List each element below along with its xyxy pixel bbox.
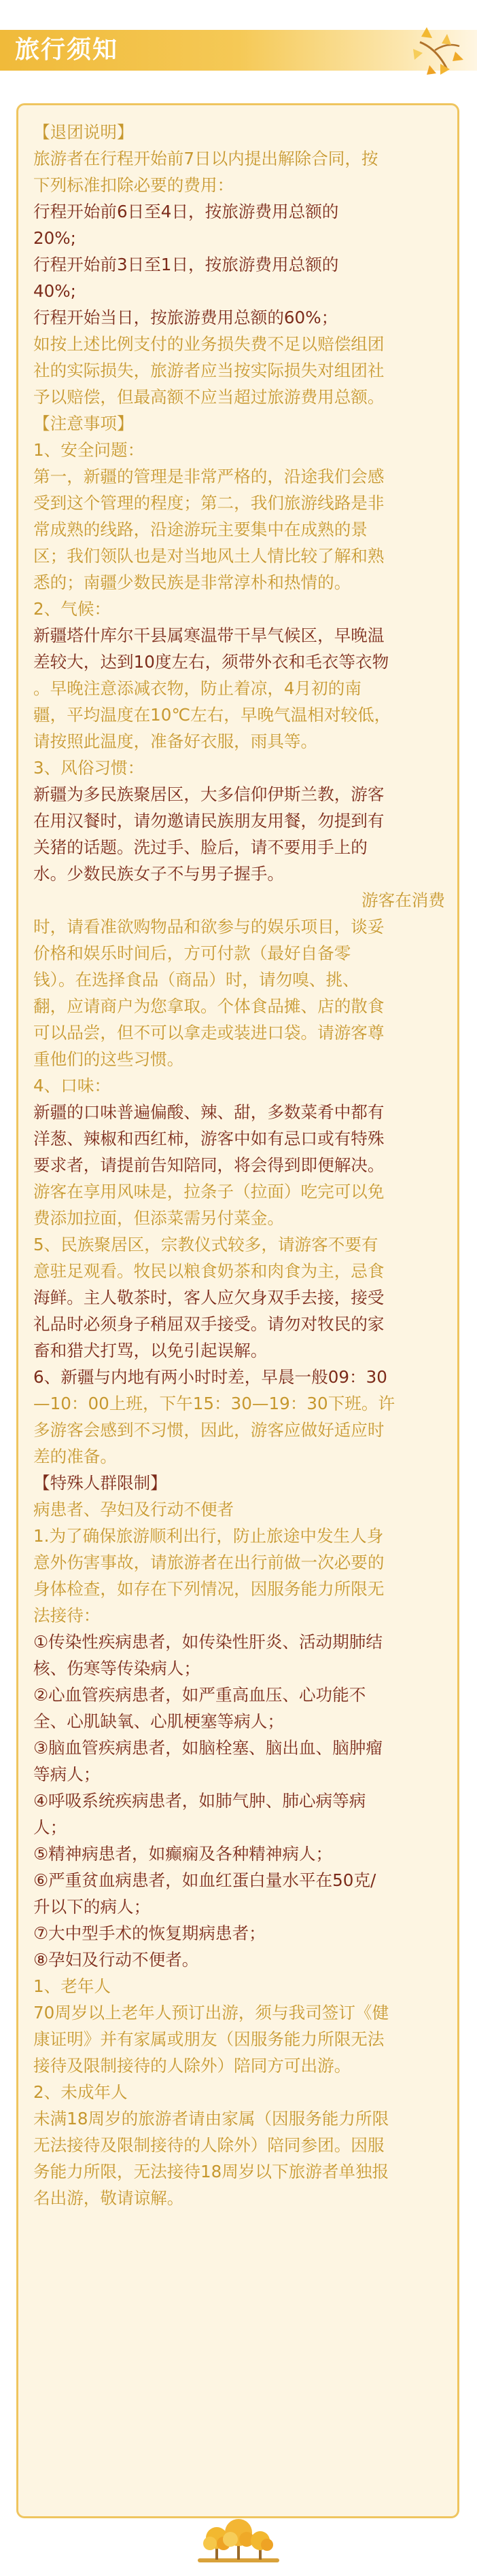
notice-line: 未满18周岁的旅游者请由家属（因服务能力所限 <box>33 2109 389 2128</box>
notice-line: 在用汉餐时，请勿邀请民族朋友用餐，勿提到有 <box>33 811 385 831</box>
notice-line: ⑤精神病患者，如癫痫及各种精神病人； <box>33 1844 333 1864</box>
notice-line: 等病人； <box>33 1764 101 1784</box>
notice-line: ④呼吸系统疾病患者，如肺气肿、肺心病等病 <box>33 1791 366 1811</box>
ginkgo-branch-icon <box>406 22 469 84</box>
notice-line: 40%; <box>33 281 76 301</box>
notice-line: 重他们的这些习惯。 <box>33 1049 184 1069</box>
ginkgo-trees-icon <box>198 2514 279 2565</box>
notice-line: 【特殊人群限制】 <box>33 1473 167 1493</box>
notice-line: 畜和猎犬打骂，以免引起误解。 <box>33 1341 268 1360</box>
notice-line: 意驻足观看。牧民以粮食奶茶和肉食为主，忌食 <box>33 1261 385 1281</box>
notice-line: ⑧孕妇及行动不便者。 <box>33 1950 199 1970</box>
notice-line: 。早晚注意添减衣物，防止着凉，4月初的南 <box>33 678 361 698</box>
notice-line: 游客在消费 <box>361 890 445 910</box>
notice-line: 新疆的口味普遍偏酸、辣、甜，多数菜肴中都有 <box>33 1102 385 1122</box>
notice-line: 受到这个管理的程度；第二，我们旅游线路是非 <box>33 493 385 513</box>
notice-line: 2、未成年人 <box>33 2082 128 2102</box>
notice-line: 【退团说明】 <box>33 122 134 142</box>
notice-line: 费添加拉面，但添菜需另付菜金。 <box>33 1208 284 1228</box>
notice-line: 20%; <box>33 228 76 248</box>
notice-line: 核、伤寒等传染病人； <box>33 1658 200 1678</box>
notice-line: 海鲜。主人敬茶时，客人应欠身双手去接，接受 <box>33 1288 385 1307</box>
notice-line: 无法接待及限制接待的人除外）陪同参团。因服 <box>33 2135 385 2155</box>
notice-line: 行程开始前6日至4日，按旅游费用总额的 <box>33 202 339 221</box>
notice-line: 请按照此温度，准备好衣服，雨具等。 <box>33 731 318 751</box>
notice-line: 礼品时必须身子稍屈双手接受。请勿对牧民的家 <box>33 1314 385 1334</box>
notice-line: ②心血管疾病患者，如严重高血压、心功能不 <box>33 1685 366 1705</box>
notice-line: 常成熟的线路，沿途游玩主要集中在成熟的景 <box>33 520 368 539</box>
notice-line: 4、口味： <box>33 1076 111 1095</box>
notice-line: 游客在享用风味是，拉条子（拉面）吃完可以免 <box>33 1182 385 1201</box>
notice-line: 多游客会感到不习惯，因此，游客应做好适应时 <box>33 1420 385 1440</box>
notice-line: 翻，应请商户为您拿取。个体食品摊、店的散食 <box>33 996 385 1016</box>
notice-line: 社的实际损失，旅游者应当按实际损失对组团社 <box>33 361 385 380</box>
notice-line: ①传染性疾病患者，如传染性肝炎、活动期肺结 <box>33 1632 383 1652</box>
notice-line: 1、老年人 <box>33 1976 111 1996</box>
page-title: 旅行须知 <box>15 36 119 64</box>
notice-line: 差的准备。 <box>33 1447 117 1466</box>
notice-line: 名出游，敬请谅解。 <box>33 2188 184 2208</box>
notice-line: 洋葱、辣椒和西红柿，游客中如有忌口或有特殊 <box>33 1129 385 1148</box>
notice-line: 予以赔偿，但最高额不应当超过旅游费用总额。 <box>33 387 385 407</box>
notice-line: 行程开始前3日至1日，按旅游费用总额的 <box>33 255 339 274</box>
notice-line: 价格和娱乐时间后，方可付款（最好自备零 <box>33 943 351 963</box>
notice-line: 可以品尝，但不可以拿走或装进口袋。请游客尊 <box>33 1023 385 1042</box>
page-header <box>0 0 477 102</box>
notice-line: 下列标准扣除必要的费用： <box>33 175 234 195</box>
notice-line: ③脑血管疾病患者，如脑栓塞、脑出血、脑肿瘤 <box>33 1738 383 1758</box>
notice-line: 升以下的病人； <box>33 1897 151 1917</box>
notice-line: 3、风俗习惯： <box>33 758 145 778</box>
notice-line: —10：00上班，下午15：30—19：30下班。许 <box>33 1394 395 1413</box>
notice-line: ⑥严重贫血病患者，如血红蛋白量水平在50克/ <box>33 1870 376 1890</box>
notice-line: 意外伤害事故，请旅游者在出行前做一次必要的 <box>33 1553 385 1572</box>
notice-line: 要求者，请提前告知陪同，将会得到即便解决。 <box>33 1155 385 1175</box>
notice-line: 全、心肌缺氧、心肌梗塞等病人； <box>33 1711 284 1731</box>
title-bar <box>0 30 477 71</box>
notice-line: 悉的；南疆少数民族是非常淳朴和热情的。 <box>33 573 351 592</box>
notice-line: 关猪的话题。洗过手、脸后，请不要用手上的 <box>33 837 368 857</box>
notice-line: 2、气候： <box>33 599 111 619</box>
notice-line: 接待及限制接待的人除外）陪同方可出游。 <box>33 2056 351 2075</box>
notice-panel <box>16 103 459 2518</box>
notice-line: 新疆塔什库尔干县属寒温带干旱气候区，早晚温 <box>33 625 385 645</box>
notice-line: 疆，平均温度在10℃左右，早晚气温相对较低， <box>33 705 391 725</box>
notice-line: 身体检查，如存在下列情况，因服务能力所限无 <box>33 1579 385 1599</box>
notice-line: 水。少数民族女子不与男子握手。 <box>33 864 284 884</box>
notice-line: 法接待： <box>33 1606 101 1625</box>
notice-line: 旅游者在行程开始前7日以内提出解除合同，按 <box>33 149 378 168</box>
notice-content <box>33 119 445 2211</box>
notice-line: 病患者、孕妇及行动不便者 <box>33 1500 234 1519</box>
notice-line: 康证明》并有家属或朋友（因服务能力所限无法 <box>33 2029 385 2049</box>
notice-line: 人； <box>33 1817 67 1837</box>
notice-line: 时，请看准欲购物品和欲参与的娱乐项目，谈妥 <box>33 917 385 937</box>
notice-line: 70周岁以上老年人预订出游，须与我司签订《健 <box>33 2003 389 2022</box>
notice-line: 区；我们领队也是对当地风土人情比较了解和熟 <box>33 546 385 566</box>
notice-line: 【注意事项】 <box>33 414 134 433</box>
notice-line: 钱）。在选择食品（商品）时，请勿嗅、挑、 <box>33 970 359 990</box>
notice-line: 行程开始当日，按旅游费用总额的60%； <box>33 308 338 327</box>
notice-line: 5、民族聚居区，宗教仪式较多，请游客不要有 <box>33 1235 378 1254</box>
notice-line: 1、安全问题： <box>33 440 145 460</box>
notice-line: 差较大，达到10度左右，须带外衣和毛衣等衣物 <box>33 652 389 672</box>
notice-line: 第一，新疆的管理是非常严格的，沿途我们会感 <box>33 467 385 486</box>
notice-line: ⑦大中型手术的恢复期病患者； <box>33 1923 266 1943</box>
notice-line: 如按上述比例支付的业务损失费不足以赔偿组团 <box>33 334 385 354</box>
notice-line: 6、新疆与内地有两小时时差，早晨一般09：30 <box>33 1367 387 1387</box>
notice-line: 1.为了确保旅游顺利出行，防止旅途中发生人身 <box>33 1526 384 1546</box>
notice-line: 务能力所限，无法接待18周岁以下旅游者单独报 <box>33 2162 389 2181</box>
notice-line: 新疆为多民族聚居区，大多信仰伊斯兰教，游客 <box>33 784 385 804</box>
